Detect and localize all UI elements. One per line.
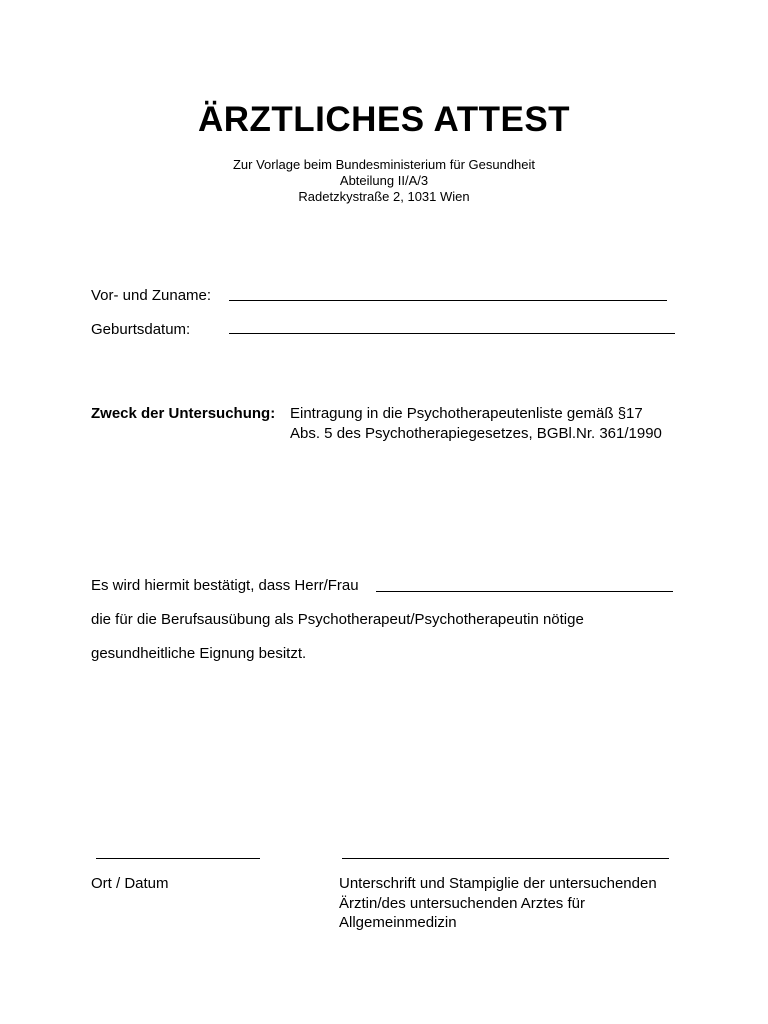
subtitle-line-2: Abteilung II/A/3: [339, 173, 429, 188]
purpose-line-2: Abs. 5 des Psychotherapiegesetzes, BGBl.Nr. 361/1990: [290, 425, 662, 442]
signature-label-line-1: Unterschrift und Stampiglie der untersuchenden: [339, 875, 657, 892]
birthdate-label: Geburtsdatum:: [91, 321, 191, 338]
subtitle-line-1: Zur Vorlage beim Bundesministerium für Gesundheit: [232, 157, 536, 172]
person-name-input-line[interactable]: [376, 591, 673, 592]
confirmation-line-2: die für die Berufsausübung als Psychotherapeut/Psychotherapeutin nötige: [91, 611, 584, 628]
signature-input-line[interactable]: [342, 858, 669, 859]
place-date-label: Ort / Datum: [91, 875, 169, 892]
purpose-label: Zweck der Untersuchung:: [91, 405, 276, 422]
signature-label-line-2: Ärztin/des untersuchenden Arztes für: [339, 895, 585, 912]
subtitle-line-3: Radetzkystraße 2, 1031 Wien: [298, 189, 470, 204]
confirmation-line-3: gesundheitliche Eignung besitzt.: [91, 645, 307, 662]
purpose-line-1: Eintragung in die Psychotherapeutenliste gemäß §17: [290, 405, 643, 422]
signature-label-line-3: Allgemeinmedizin: [339, 914, 457, 931]
confirmation-line-1: Es wird hiermit bestätigt, dass Herr/Frau: [91, 577, 359, 594]
document-title: ÄRZTLICHES ATTEST: [197, 100, 571, 139]
place-date-input-line[interactable]: [96, 858, 260, 859]
name-input-line[interactable]: [229, 300, 667, 301]
name-label: Vor- und Zuname:: [91, 287, 212, 304]
birthdate-input-line[interactable]: [229, 333, 675, 334]
